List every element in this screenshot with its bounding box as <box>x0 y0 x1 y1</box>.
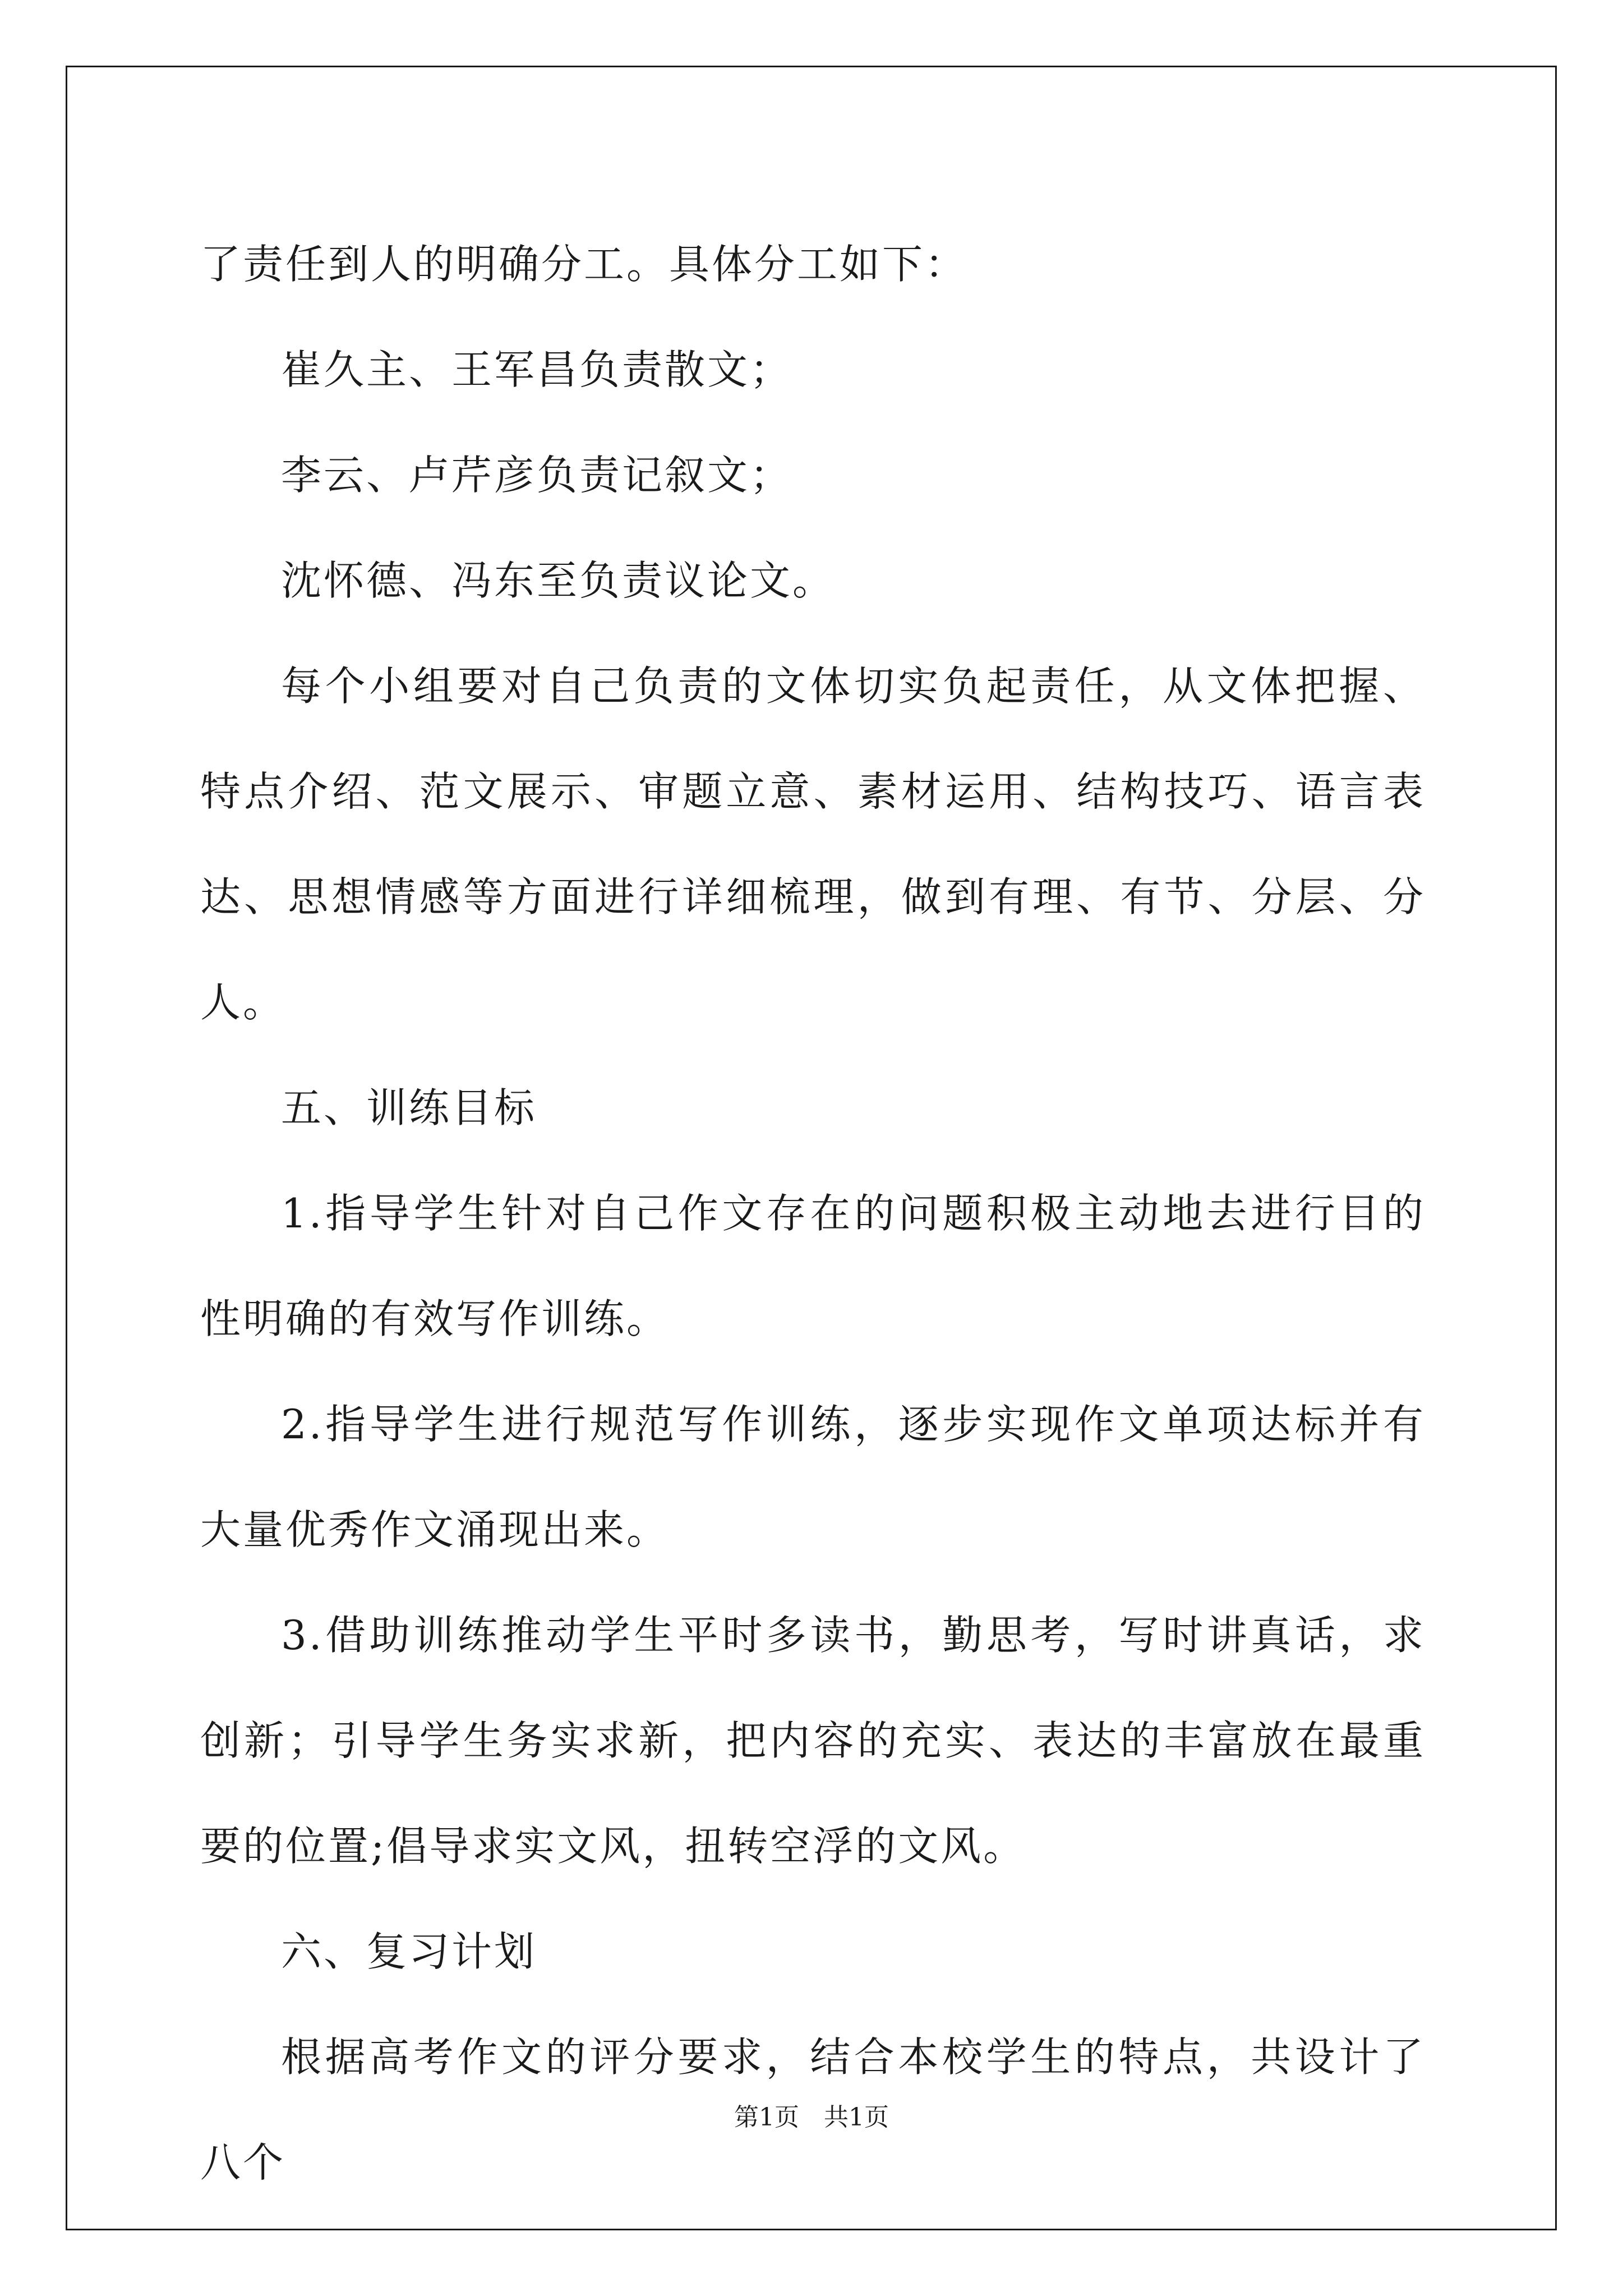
paragraph: 李云、卢芹彦负责记叙文； <box>281 452 793 499</box>
paragraph: 沈怀德、冯东至负责议论文。 <box>281 557 836 604</box>
list-item: 2.指导学生进行规范写作训练，逐步实现作文单项达标并有大量优秀作文涌现出来。 <box>200 1401 1426 1553</box>
document-body <box>200 211 1426 2215</box>
list-item: 3.借助训练推动学生平时多读书，勤思考，写时讲真话，求创新；引导学生务实求新，把内容的充实、表达的丰富放在最重要的位置;倡导求实文风，扭转空浮的文风。 <box>200 1612 1426 1870</box>
list-item: 1.指导学生针对自己作文存在的问题积极主动地去进行目的性明确的有效写作训练。 <box>200 1190 1426 1342</box>
paragraph: 每个小组要对自己负责的文体切实负起责任，从文体把握、特点介绍、范文展示、审题立意、素材运用、结构技巧、语言表达、思想情感等方面进行详细梳理，做到有理、有节、分层、分人。 <box>200 662 1426 1026</box>
paragraph: 了责任到人的明确分工。具体分工如下： <box>200 241 968 288</box>
paragraph: 根据高考作文的评分要求，结合本校学生的特点，共设计了八个 <box>200 2033 1426 2186</box>
paragraph: 崔久主、王军昌负责散文； <box>281 346 793 393</box>
page-footer <box>0 2101 1623 2134</box>
section-heading: 五、训练目标 <box>281 1084 537 1131</box>
total-page-count: 共1页 <box>824 2103 889 2132</box>
current-page-number: 第1页 <box>734 2103 799 2132</box>
section-heading: 六、复习计划 <box>281 1928 537 1975</box>
